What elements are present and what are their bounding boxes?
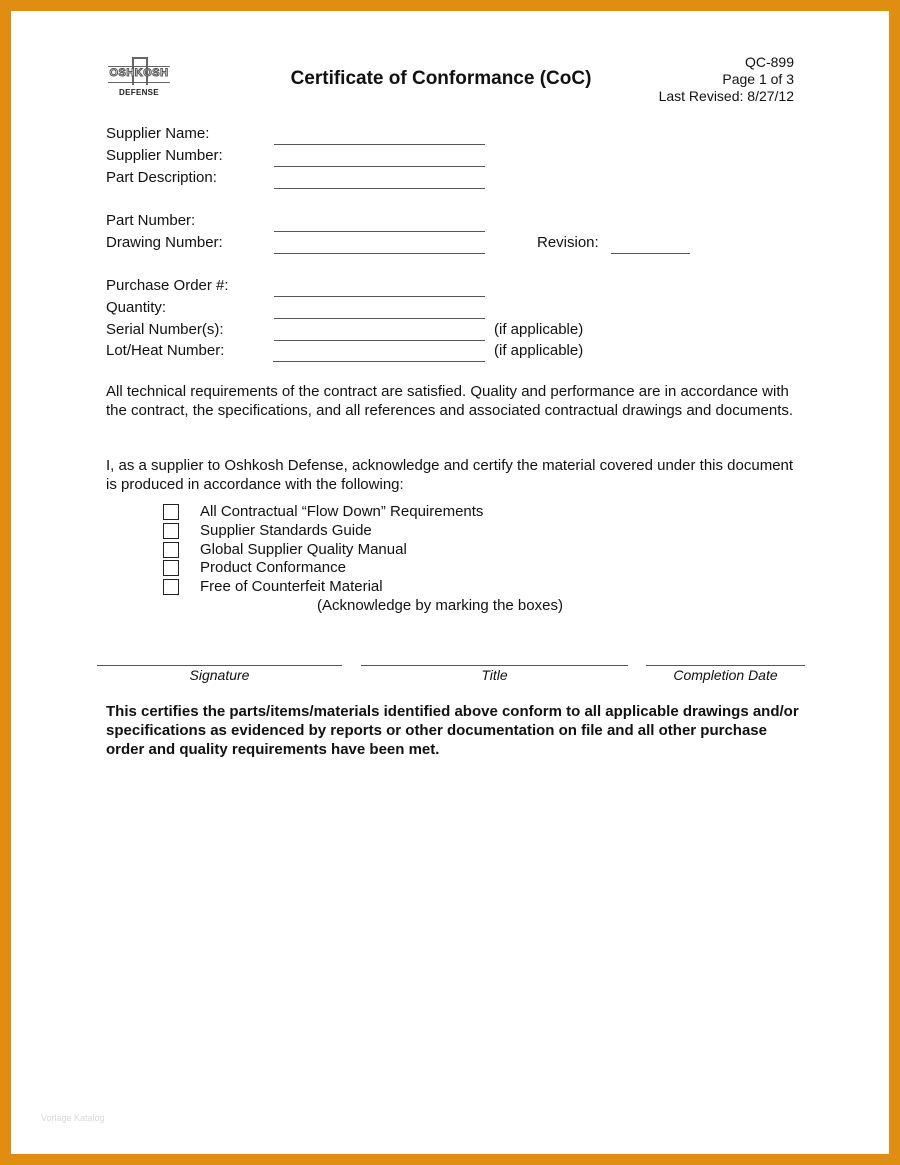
checkbox[interactable] — [163, 504, 179, 520]
acknowledgement-paragraph: I, as a supplier to Oshkosh Defense, acknowledge and certify the material covered under this document is produced in accordance with the following: — [106, 457, 794, 493]
signature-caption: Signature — [189, 667, 250, 683]
quantity-field[interactable] — [274, 318, 485, 319]
acknowledge-note: (Acknowledge by marking the boxes) — [317, 597, 563, 614]
part-number-label: Part Number: — [106, 212, 196, 229]
lot-if-applicable-note: (if applicable) — [494, 342, 584, 359]
document-page — [11, 11, 889, 1154]
checkbox[interactable] — [163, 542, 179, 558]
quantity-label: Quantity: — [106, 299, 167, 316]
page-info: Page 1 of 3 — [722, 71, 794, 87]
serial-numbers-label: Serial Number(s): — [106, 321, 224, 338]
drawing-number-label: Drawing Number: — [106, 234, 223, 251]
logo-word: OSHKOSH — [109, 67, 169, 79]
checkbox[interactable] — [163, 523, 179, 539]
part-number-field[interactable] — [274, 231, 485, 232]
revision-field[interactable] — [611, 253, 690, 254]
document-title: Certificate of Conformance (CoC) — [290, 68, 592, 89]
checklist-label: Supplier Standards Guide — [200, 522, 372, 539]
supplier-number-label: Supplier Number: — [106, 147, 223, 164]
checklist-label: Free of Counterfeit Material — [200, 578, 383, 595]
serial-if-applicable-note: (if applicable) — [494, 321, 584, 338]
supplier-name-field[interactable] — [274, 144, 485, 145]
requirements-paragraph: All technical requirements of the contract are satisfied. Quality and performance are in accordance with the contract, the specifications, and all references and associated contractual drawings and documents. — [106, 383, 794, 419]
checklist-label: Global Supplier Quality Manual — [200, 541, 407, 558]
certification-statement: This certifies the parts/items/materials identified above conform to all applicable drawings and/or specifications as evidenced by reports or other documentation on file and all other purchase order and quality requirements have been met. — [106, 703, 799, 758]
last-revised: Last Revised: 8/27/12 — [658, 88, 794, 104]
doc-code: QC-899 — [744, 54, 794, 70]
logo-subtitle: DEFENSE — [119, 88, 159, 97]
watermark: Vorlage Katalog — [41, 1113, 105, 1123]
supplier-name-label: Supplier Name: — [106, 125, 210, 142]
title-field[interactable] — [361, 665, 628, 666]
signature-field[interactable] — [97, 665, 342, 666]
serial-numbers-field[interactable] — [274, 340, 485, 341]
part-description-field[interactable] — [274, 188, 485, 189]
checklist-label: Product Conformance — [200, 559, 346, 576]
completion-date-caption: Completion Date — [673, 667, 778, 683]
drawing-number-field[interactable] — [274, 253, 485, 254]
document-meta — [659, 54, 794, 105]
title-caption: Title — [481, 667, 508, 683]
part-description-label: Part Description: — [106, 169, 217, 186]
checkbox[interactable] — [163, 579, 179, 595]
checkbox[interactable] — [163, 560, 179, 576]
lot-heat-number-label: Lot/Heat Number: — [106, 342, 225, 359]
supplier-number-field[interactable] — [274, 166, 485, 167]
purchase-order-label: Purchase Order #: — [106, 277, 229, 294]
completion-date-field[interactable] — [646, 665, 805, 666]
lot-heat-number-field[interactable] — [273, 361, 485, 362]
purchase-order-field[interactable] — [274, 296, 485, 297]
checklist-label: All Contractual “Flow Down” Requirements — [200, 503, 484, 520]
revision-label: Revision: — [537, 234, 599, 251]
